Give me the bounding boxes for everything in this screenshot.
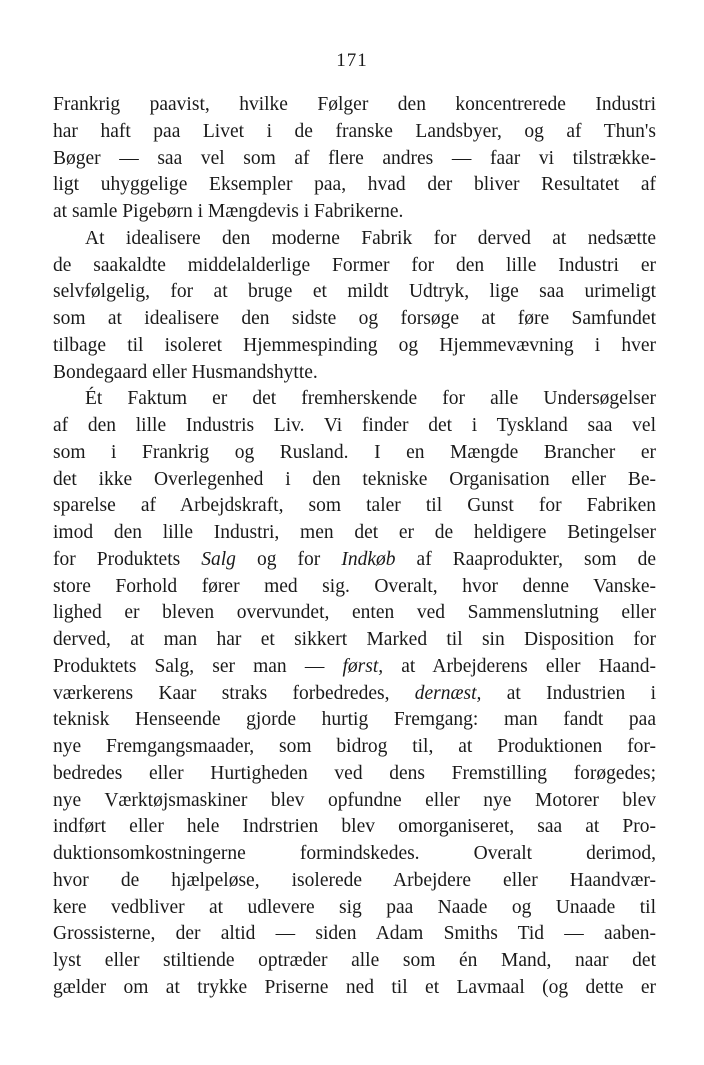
text-line: store Forhold fører med sig. Overalt, hvor denne Vanske- (53, 575, 656, 597)
text-line: lyst eller stiltiende optræder alle som én Mand, naar det (53, 950, 656, 971)
text-line: Grossisterne, der altid — siden Adam Smiths Tid — aaben- (53, 923, 656, 945)
text-line: det ikke Overlegenhed i den tekniske Organisation eller Be- (53, 468, 656, 490)
text-line: af den lille Industris Liv. Vi finder det i Tyskland saa vel (53, 415, 656, 436)
text-line: imod den lille Industri, men det er de heldigere Betingelser (53, 522, 656, 543)
text-line: tilbage til isoleret Hjemmespinding og Hjemmevævning i hver (53, 334, 656, 356)
text-line: gælder om at trykke Priserne ned til et Lavmaal (og dette er (53, 976, 656, 998)
text-run: for Produktets (53, 548, 202, 570)
text-line: ligt uhyggelige Eksempler paa, hvad der bliver Resultatet af (53, 174, 656, 196)
text-run: at Arbejderens eller Haand- (383, 655, 656, 677)
text-line (53, 654, 656, 681)
text-line: kere vedbliver at udlevere sig paa Naade og Unaade til (53, 896, 656, 918)
text-line (53, 681, 656, 708)
italic-word-indkob: Indkøb (341, 548, 396, 570)
italic-word-forst: først, (342, 655, 384, 677)
text-run: af Raaprodukter, som de (395, 548, 656, 570)
text-line: Frankrig paavist, hvilke Følger den koncentrerede Industri (53, 94, 656, 115)
text-line: hvor de hjælpeløse, isolerede Arbejdere eller Haandvær- (53, 869, 656, 891)
body-text (53, 92, 656, 1002)
text-line: At idealisere den moderne Fabrik for derved at nedsætte (85, 227, 656, 249)
text-line: lighed er bleven overvundet, enten ved Sammenslutning eller (53, 602, 656, 624)
text-line: teknisk Henseende gjorde hurtig Fremgang: man fandt paa (53, 709, 656, 731)
text-run: Produktets Salg, ser man — (53, 655, 343, 677)
italic-word-salg: Salg (201, 548, 236, 570)
text-run: og for (235, 548, 342, 570)
text-line: bedredes eller Hurtigheden ved dens Fremstilling forøgedes; (53, 762, 656, 784)
text-run: værkerens Kaar straks forbedredes, (53, 682, 415, 704)
text-line: Bondegaard eller Husmandshytte. (53, 361, 318, 383)
text-line: Bøger — saa vel som af flere andres — faar vi tilstrække- (53, 147, 656, 169)
text-line (53, 547, 656, 574)
text-line: at samle Pigebørn i Mængdevis i Fabrikerne. (53, 201, 404, 222)
text-line: de saakaldte middelalderlige Former for den lille Industri er (53, 254, 656, 276)
text-line: indført eller hele Indrstrien blev omorganiseret, saa at Pro- (53, 816, 656, 838)
text-line: selvfølgelig, for at bruge et mildt Udtryk, lige saa urimeligt (53, 281, 656, 303)
text-line: derved, at man har et sikkert Marked til sin Disposition for (53, 629, 656, 650)
text-line: som i Frankrig og Rusland. I en Mængde Brancher er (53, 441, 656, 463)
text-line: Ét Faktum er det fremherskende for alle Undersøgelser (85, 388, 656, 410)
text-line: nye Fremgangsmaader, som bidrog til, at Produktionen for- (53, 736, 656, 757)
text-line: sparelse af Arbejdskraft, som taler til Gunst for Fabriken (53, 495, 656, 517)
text-line: som at idealisere den sidste og forsøge at føre Samfundet (53, 308, 656, 329)
page-number: 171 (336, 50, 368, 71)
text-line: nye Værktøjsmaskiner blev opfundne eller nye Motorer blev (53, 789, 656, 811)
text-line: har haft paa Livet i de franske Landsbyer, og af Thun's (53, 120, 656, 142)
italic-word-dernaest: dernæst, (414, 682, 482, 704)
text-run: at Industrien i (481, 682, 656, 704)
text-line: duktionsomkostningerne formindskedes. Overalt derimod, (53, 843, 656, 864)
